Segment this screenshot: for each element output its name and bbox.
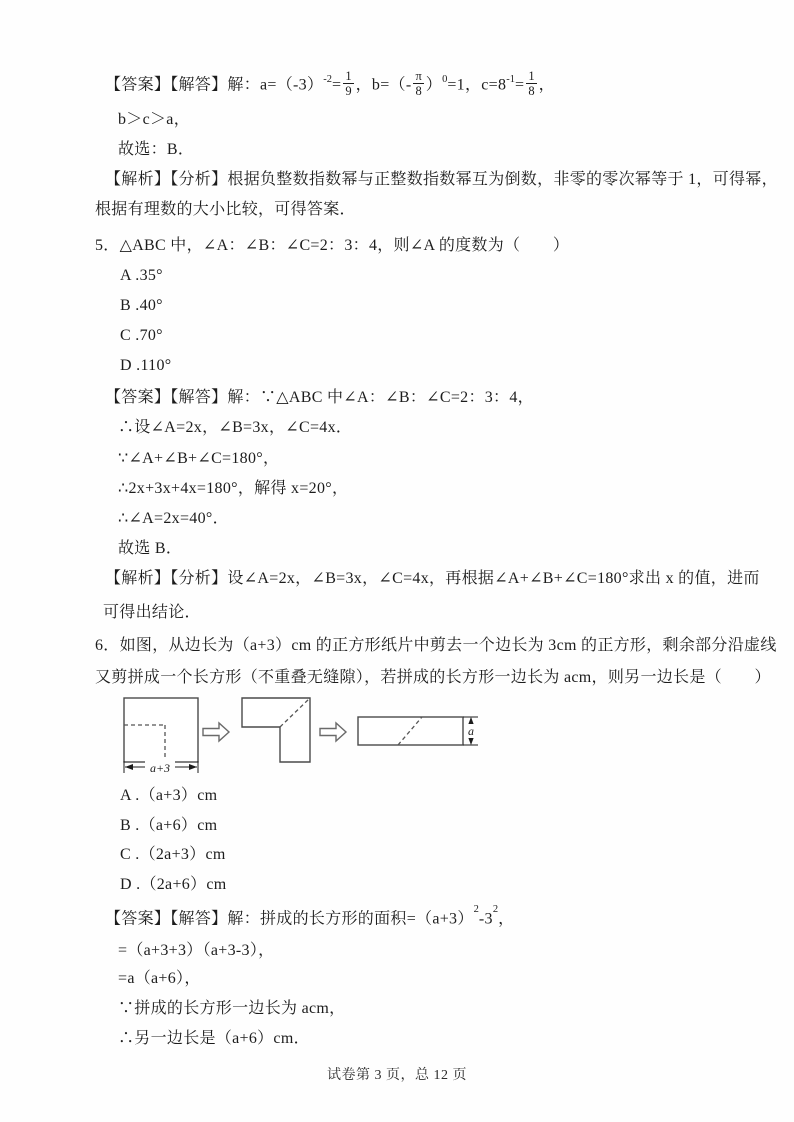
fraction <box>526 69 536 99</box>
q5-option-d: D .110° <box>120 357 172 374</box>
square-paper <box>124 698 198 762</box>
fraction-denominator: 9 <box>345 84 352 99</box>
q4-choice-line: 故选：B． <box>118 141 195 158</box>
arrow-right-icon <box>203 723 229 741</box>
text-segment: =1，c=8 <box>447 76 507 94</box>
text-segment: ，b=（- <box>355 76 412 94</box>
arrow-right-icon <box>320 723 346 741</box>
text-segment: 【答案】【解答】解：a=（-3） <box>105 76 324 94</box>
q6-option-c: C .（2a+3）cm <box>120 846 226 863</box>
q5-option-c: C .70° <box>120 327 163 344</box>
q6-stem-line: 又剪拼成一个长方形（不重叠无缝隙），若拼成的长方形一边长为 acm，则另一边长是（ ） <box>95 669 771 686</box>
q6-stem-line: 6．如图，从边长为（a+3）cm 的正方形纸片中剪去一个边长为 3cm 的正方形，剩余部分沿虚线 <box>95 637 777 654</box>
text-segment: 【答案】【解答】解：拼成的长方形的面积=（a+3） <box>105 910 474 928</box>
q5-analysis-line: 【解析】【分析】设∠A=2x，∠B=3x，∠C=4x，再根据∠A+∠B+∠C=180°求出 x 的值，进而 <box>105 570 760 587</box>
q5-option-b: B .40° <box>120 297 163 314</box>
figure-q6 <box>115 695 485 785</box>
q6-option-a: A .（a+3）cm <box>120 787 218 804</box>
fraction <box>343 69 353 99</box>
exponent: 2 <box>492 904 499 915</box>
assembled-rectangle <box>358 717 463 745</box>
q6-option-d: D .（2a+6）cm <box>120 876 227 893</box>
q5-option-a: A .35° <box>120 267 163 284</box>
exponent: -2 <box>323 74 333 85</box>
fraction-numerator: 1 <box>528 68 535 83</box>
q5-answer-line: ∴2x+3x+4x=180°，解得 x=20°， <box>118 480 349 497</box>
text-segment: ， <box>498 910 515 928</box>
dimension-arrowhead-right <box>189 764 197 770</box>
q6-answer-line: =（a+3+3）（a+3-3）， <box>118 942 275 959</box>
fraction-denominator: 8 <box>528 84 535 99</box>
q4-answer-line <box>105 60 555 102</box>
q6-answer-line <box>105 904 514 930</box>
exponent: -1 <box>506 74 516 85</box>
q6-answer-line: =a（a+6）， <box>118 970 201 987</box>
text-segment: -3 <box>478 910 493 928</box>
q4-compare-line: b＞c＞a， <box>118 111 191 128</box>
q4-analysis-line: 根据有理数的大小比较，可得答案． <box>95 201 356 218</box>
q5-stem: 5．△ABC 中，∠A：∠B：∠C=2：3：4，则∠A 的度数为（ ） <box>95 237 570 254</box>
fraction-denominator: 8 <box>415 84 422 99</box>
text-segment: ， <box>538 76 555 94</box>
q5-answer-line: ∴∠A=2x=40°． <box>118 510 229 527</box>
l-shape-paper <box>242 698 310 762</box>
q5-answer-line: ∵∠A+∠B+∠C=180°， <box>118 450 280 467</box>
exponent: 2 <box>473 904 479 915</box>
q6-option-b: B .（a+6）cm <box>120 817 218 834</box>
q5-answer-line: 故选 B． <box>118 540 183 557</box>
fraction-numerator: 1 <box>345 68 352 83</box>
dimension-label: a+3 <box>149 761 171 775</box>
dimension-arrowhead-down <box>468 737 474 745</box>
q5-answer-line: ∴设∠A=2x，∠B=3x，∠C=4x． <box>118 419 353 436</box>
fraction-numerator: π <box>415 68 422 83</box>
text-segment: ） <box>425 76 443 94</box>
page-footer: 试卷第 3 页，总 12 页 <box>327 1068 467 1083</box>
text-segment: = <box>515 76 525 94</box>
fraction <box>413 69 423 99</box>
q5-analysis-line: 可得出结论． <box>103 604 201 621</box>
q6-answer-line: ∴另一边长是（a+6）cm． <box>118 1030 310 1047</box>
figure-q6-svg <box>115 695 485 780</box>
q6-answer-line: ∵拼成的长方形一边长为 acm， <box>118 1000 346 1017</box>
exponent: 0 <box>442 74 448 85</box>
text-segment: = <box>332 76 342 94</box>
dimension-arrowhead-left <box>125 764 133 770</box>
q4-analysis-line: 【解析】【分析】根据负整数指数幂与正整数指数幂互为倒数，非零的零次幂等于 1，可得幂， <box>105 171 778 188</box>
height-label: a <box>468 724 474 738</box>
q5-answer-line: 【答案】【解答】解：∵△ABC 中∠A：∠B：∠C=2：3：4， <box>105 389 534 406</box>
